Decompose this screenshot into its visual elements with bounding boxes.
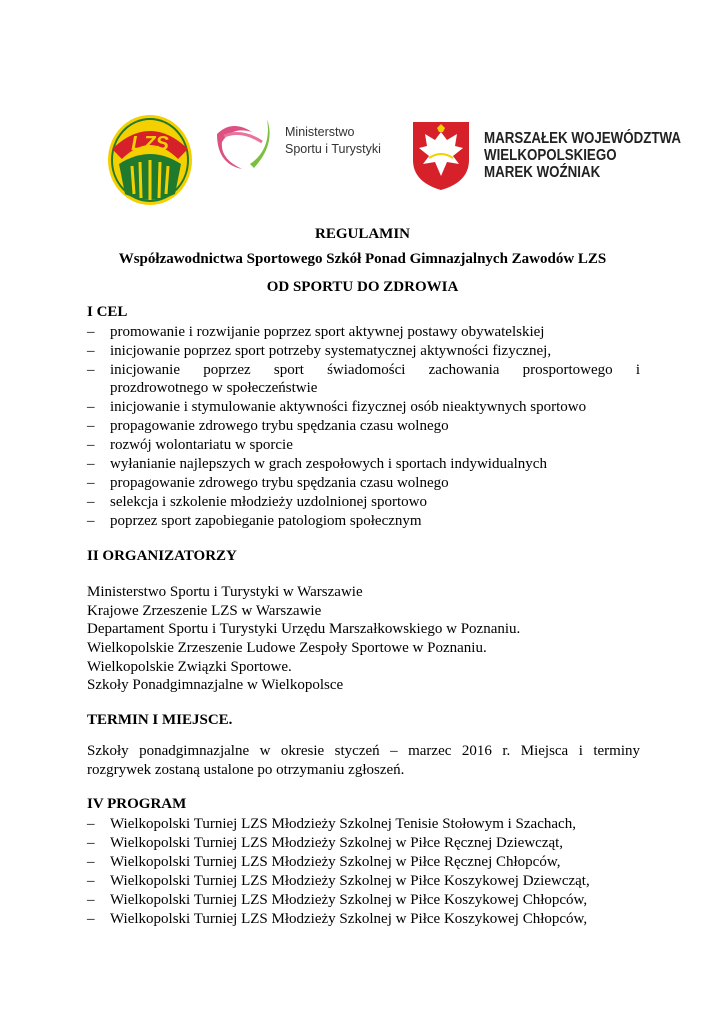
document-title: REGULAMIN (314, 226, 410, 242)
logo-strip (0, 110, 725, 210)
ministry-line1: Ministerstwo (285, 125, 355, 139)
section-organizatorzy-heading: II ORGANIZATORZY (87, 548, 237, 564)
lzs-logo (107, 114, 193, 211)
ministry-line2: Sportu i Turystyki (285, 142, 381, 156)
marszalek-logo-text (484, 130, 681, 181)
svg-text:LZS: LZS (131, 133, 169, 155)
organizer-line: Wielkopolskie Zrzeszenie Ludowe Zespoły Sportowe w Poznaniu. (87, 640, 487, 656)
lzs-emblem-icon (107, 114, 193, 206)
organizer-line: Szkoły Ponadgimnazjalne w Wielkopolsce (87, 677, 344, 693)
marszalek-line1: MARSZAŁEK WOJEWÓDZTWA (484, 130, 681, 147)
ministry-logo-text (285, 124, 381, 158)
organizer-line: Ministerstwo Sportu i Turystyki w Warszawie (87, 584, 363, 600)
document-subtitle: Współzawodnictwa Sportowego Szkół Ponad Gimnazjalnych Zawodów LZS (118, 251, 607, 267)
section-termin-heading: TERMIN I MIEJSCE. (87, 712, 233, 728)
wielkopolska-eagle-logo (411, 120, 471, 197)
organizer-line: Departament Sportu i Turystyki Urzędu Marszałkowskiego w Poznaniu. (87, 621, 521, 637)
marszalek-line3: MAREK WOŹNIAK (484, 164, 601, 181)
eagle-shield-icon (411, 120, 471, 192)
termin-line2: rozgrywek zostaną ustalone po otrzymaniu zgłoszeń. (87, 762, 405, 778)
ministry-swoosh-icon (212, 114, 278, 174)
termin-line1: Szkoły ponadgimnazjalne w okresie styczeń – marzec 2016 r. Miejsca i terminy (87, 743, 640, 759)
section-program-heading: IV PROGRAM (87, 796, 187, 812)
ministry-logo (212, 114, 278, 179)
section-cel-heading: I CEL (87, 304, 128, 320)
document-motto: OD SPORTU DO ZDROWIA (266, 279, 459, 295)
organizer-line: Wielkopolskie Związki Sportowe. (87, 659, 292, 675)
organizer-line: Krajowe Zrzeszenie LZS w Warszawie (87, 603, 322, 619)
marszalek-line2: WIELKOPOLSKIEGO (484, 147, 617, 164)
